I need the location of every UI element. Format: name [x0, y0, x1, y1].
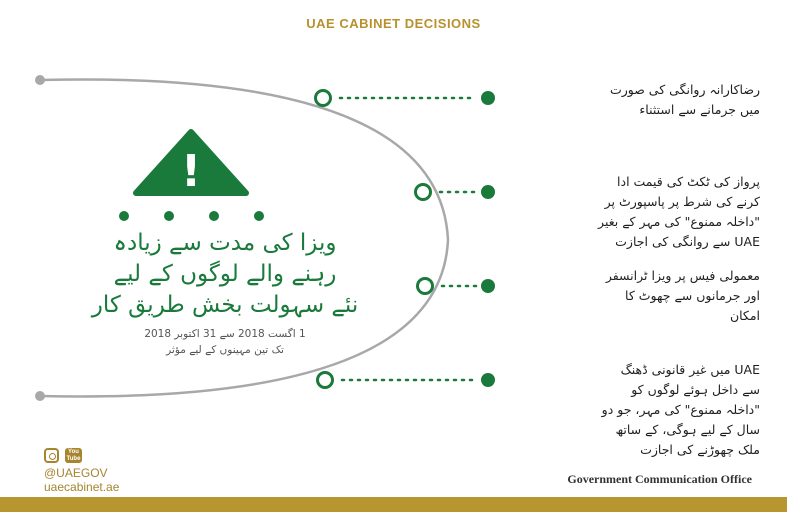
item-line: کرنے کی شرط پر پاسپورٹ پر: [604, 194, 760, 209]
item-line: امکان: [729, 308, 760, 323]
date-line: تک تین مہینوں کے لیے مؤثر: [166, 344, 284, 356]
arc-end-top: [35, 75, 45, 85]
decision-item-3: [515, 266, 760, 326]
item-line: اور جرمانوں سے چھوٹ کا: [625, 288, 760, 303]
connector-3: [418, 279, 496, 294]
svg-text:!: !: [180, 146, 202, 197]
warning-icon: [136, 132, 246, 197]
item-line: میں جرمانے سے استثناء: [639, 102, 760, 117]
dots-decoration: [119, 211, 264, 221]
social-block: [44, 448, 119, 494]
decision-item-1: [515, 80, 760, 120]
headline-line: نئے سہولت بخش طریق کار: [91, 292, 359, 318]
item-line: "داخلہ ممنوع" کی مہر، جو دو: [601, 402, 760, 417]
connector-2: [416, 185, 496, 200]
item-line: "داخلہ ممنوع" کی مہر کے بغیر: [598, 214, 760, 229]
item-line: UAE سے روانگی کی اجازت: [615, 234, 760, 249]
connector-1: [316, 91, 496, 106]
office-label: Government Communication Office: [567, 472, 752, 486]
youtube-icon[interactable]: You Tube: [66, 449, 81, 462]
item-line: UAE میں غیر قانونی ڈھنگ: [620, 362, 760, 377]
arc-end-bottom: [35, 391, 45, 401]
item-line: معمولی فیس پر ویزا ٹرانسفر: [605, 268, 760, 283]
bottom-bar: [0, 497, 787, 512]
decision-item-2: [515, 172, 760, 252]
headline: [60, 228, 390, 321]
item-line: رضاکارانہ روانگی کی صورت: [609, 82, 760, 97]
item-line: سال کے لیے ہوگی، کے ساتھ: [615, 422, 760, 437]
item-line: پرواز کی ٹکٹ کی قیمت ادا: [617, 174, 760, 189]
headline-line: ویزا کی مدت سے زیادہ: [113, 230, 337, 256]
connector-4: [318, 373, 496, 388]
website-link[interactable]: uaecabinet.ae: [44, 480, 120, 494]
effective-dates: [60, 326, 390, 358]
page-title: UAE CABINET DECISIONS: [306, 16, 481, 31]
item-line: سے داخل ہوئے لوگوں کو: [631, 382, 760, 397]
decision-item-4: [515, 360, 760, 460]
instagram-icon[interactable]: [44, 448, 59, 463]
headline-line: رہنے والے لوگوں کے لیے: [113, 261, 337, 287]
date-line: 1 اگست 2018 سے 31 اکتوبر 2018: [144, 328, 306, 340]
item-line: ملک چھوڑنے کی اجازت: [640, 442, 760, 457]
social-handle[interactable]: @UAEGOV: [44, 466, 108, 480]
